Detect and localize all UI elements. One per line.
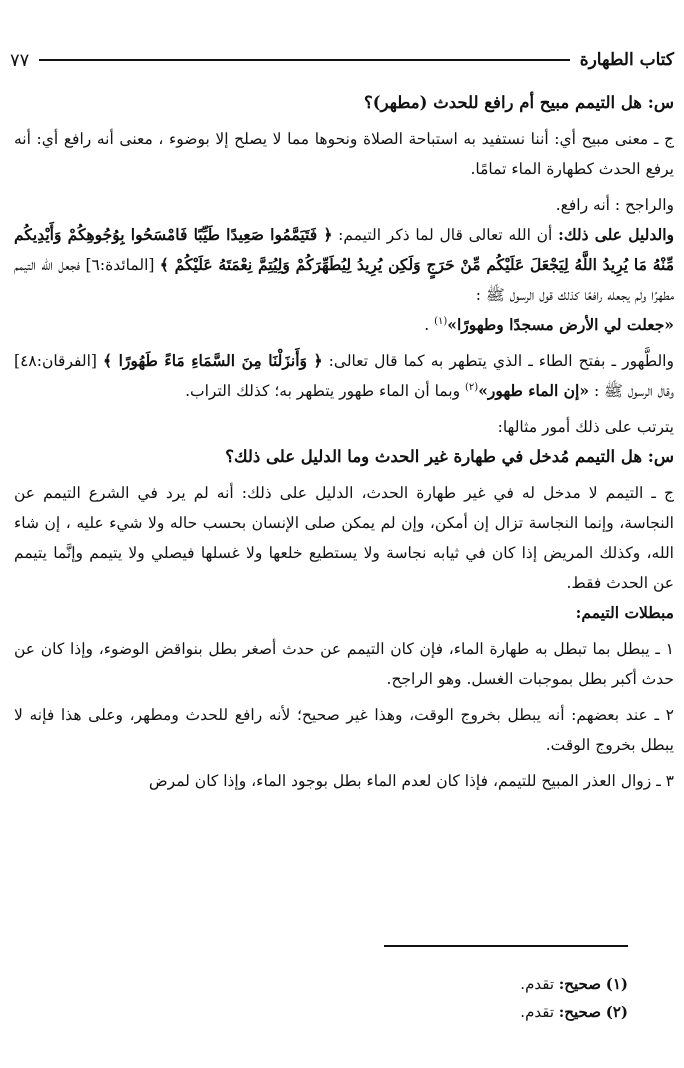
dalil-label: والدليل على ذلك: [558,225,674,244]
mubtil-item-1: ١ ـ يبطل بما تبطل به طهارة الماء، فإن كان التيمم عن حدث أصغر بطل بنواقض الوضوء، وإذا كان عن حدث أكبر بطل بموجبات الغسل. وهو الراجح. [14,640,674,688]
footnote-text: تقدم. [520,975,559,993]
mubtil-item-3: ٣ ـ زوال العذر المبيح للتيمم، فإذا كان لعدم الماء بطل بوجود الماء، وإذا كان لمرض [148,772,674,790]
dalil-paragraph [14,220,674,310]
quran-verse-furqan: ﴿ وَأَنزَلْنَا مِنَ السَّمَاءِ مَاءً طَهُورًا ﴾ [102,351,323,370]
footnote-label: صحيح: [558,1003,601,1021]
answer-1: ج ـ معنى مبيح أي: أننا نستفيد به استباحة الصلاة ونحوها مما لا يصلح إلا بوضوء ، معنى أنه رافع أي: أنه يرفع الحدث كطهارة الماء تمامًا. [14,130,674,178]
tahur-paragraph [14,346,674,406]
book-section-title: كتاب الطهارة [579,50,674,70]
quran-verse-maidah: ﴿ فَتَيَمَّمُوا صَعِيدًا طَيِّبًا فَامْسَحُوا بِوُجُوهِكُمْ وَأَيْدِيكُم مِّنْهُ مَا يُرِيدُ اللَّهُ لِيَجْعَلَ عَلَيْكُم مِّنْ حَرَجٍ وَلَكِن يُرِيدُ لِيُطَهِّرَكُمْ وَلِيُتِمَّ نِعْمَتَهُ عَلَيْكُمْ ﴾ [14,225,675,274]
answer-2: ج ـ التيمم لا مدخل له في غير طهارة الحدث، الدليل على ذلك: أنه لم يرد في الشرع التيمم عن النجاسة، وإنما النجاسة تزال إن أمكن، وإن لم يمكن صلى الإنسان بحسب حاله ولا شيء عليه ، إن شاء الله، وكذلك المريض إذا كان في ثيابه نجاسة ولا يستطيع خلعها ولا غسلها فيصلي ولا يتيمم وإنَّما يتيمم عن الحدث فقط. [14,484,674,592]
hadith-2: «إن الماء طهور» [478,381,590,400]
footnote-number: (٢) [605,1003,628,1021]
question-2: س: هل التيمم مُدخل في طهارة غير الحدث وما الدليل على ذلك؟ [225,447,674,466]
hadith-1-line: «جعلت لي الأرض مسجدًا وطهورًا»$^{(١)}$ . [424,315,674,334]
tahur-text: والطَّهور ـ بفتح الطاء ـ الذي يتطهر به كما قال تعالى: [322,352,674,370]
rajih-statement: والراجح : أنه رافع. [555,196,674,214]
page-number: ٧٧ [10,49,30,71]
mubtil-item-2: ٢ ـ عند بعضهم: أنه يبطل بخروج الوقت، وهذا غير صحيح؛ لأنه رافع للحدث ومطهر، وعلى هذا فإنه لا يبطل بخروج الوقت. [14,706,674,754]
after-verse-2: [الفرقان:٤٨] وقال الرسول ﷺ : [14,352,674,400]
after-hadith-2: وبما أن الماء طهور يتطهر به؛ كذلك التراب. [185,382,465,400]
footnote-number: (١) [605,975,628,993]
footnote-text: تقدم. [520,1003,559,1021]
dalil-intro: أن الله تعالى قال لما ذكر التيمم: [332,226,559,244]
hadith-1: «جعلت لي الأرض مسجدًا وطهورًا» [447,315,674,334]
footnote-2 [520,998,628,1026]
page-header [10,44,674,76]
question-1: س: هل التيمم مبيح أم رافع للحدث (مطهر)؟ [364,93,674,112]
header-rule [39,59,569,61]
footnote-label: صحيح: [558,975,601,993]
after-verse-1: [المائدة:٦] فجعل الله التيمم مطهرًا ولم يجعله رافعًا كذلك قول الرسول ﷺ : [14,256,674,304]
footnote-1 [520,970,628,998]
consequences-intro: يترتب على ذلك أمور مثالها: [497,418,674,436]
footnotes [520,970,628,1026]
footnote-ref-1: (١) [434,315,448,327]
footnote-divider [384,945,628,947]
footnote-ref-2: (٢) [465,381,479,393]
main-text [14,88,674,796]
section-heading-mubtilat: مبطلات التيمم: [575,603,674,622]
